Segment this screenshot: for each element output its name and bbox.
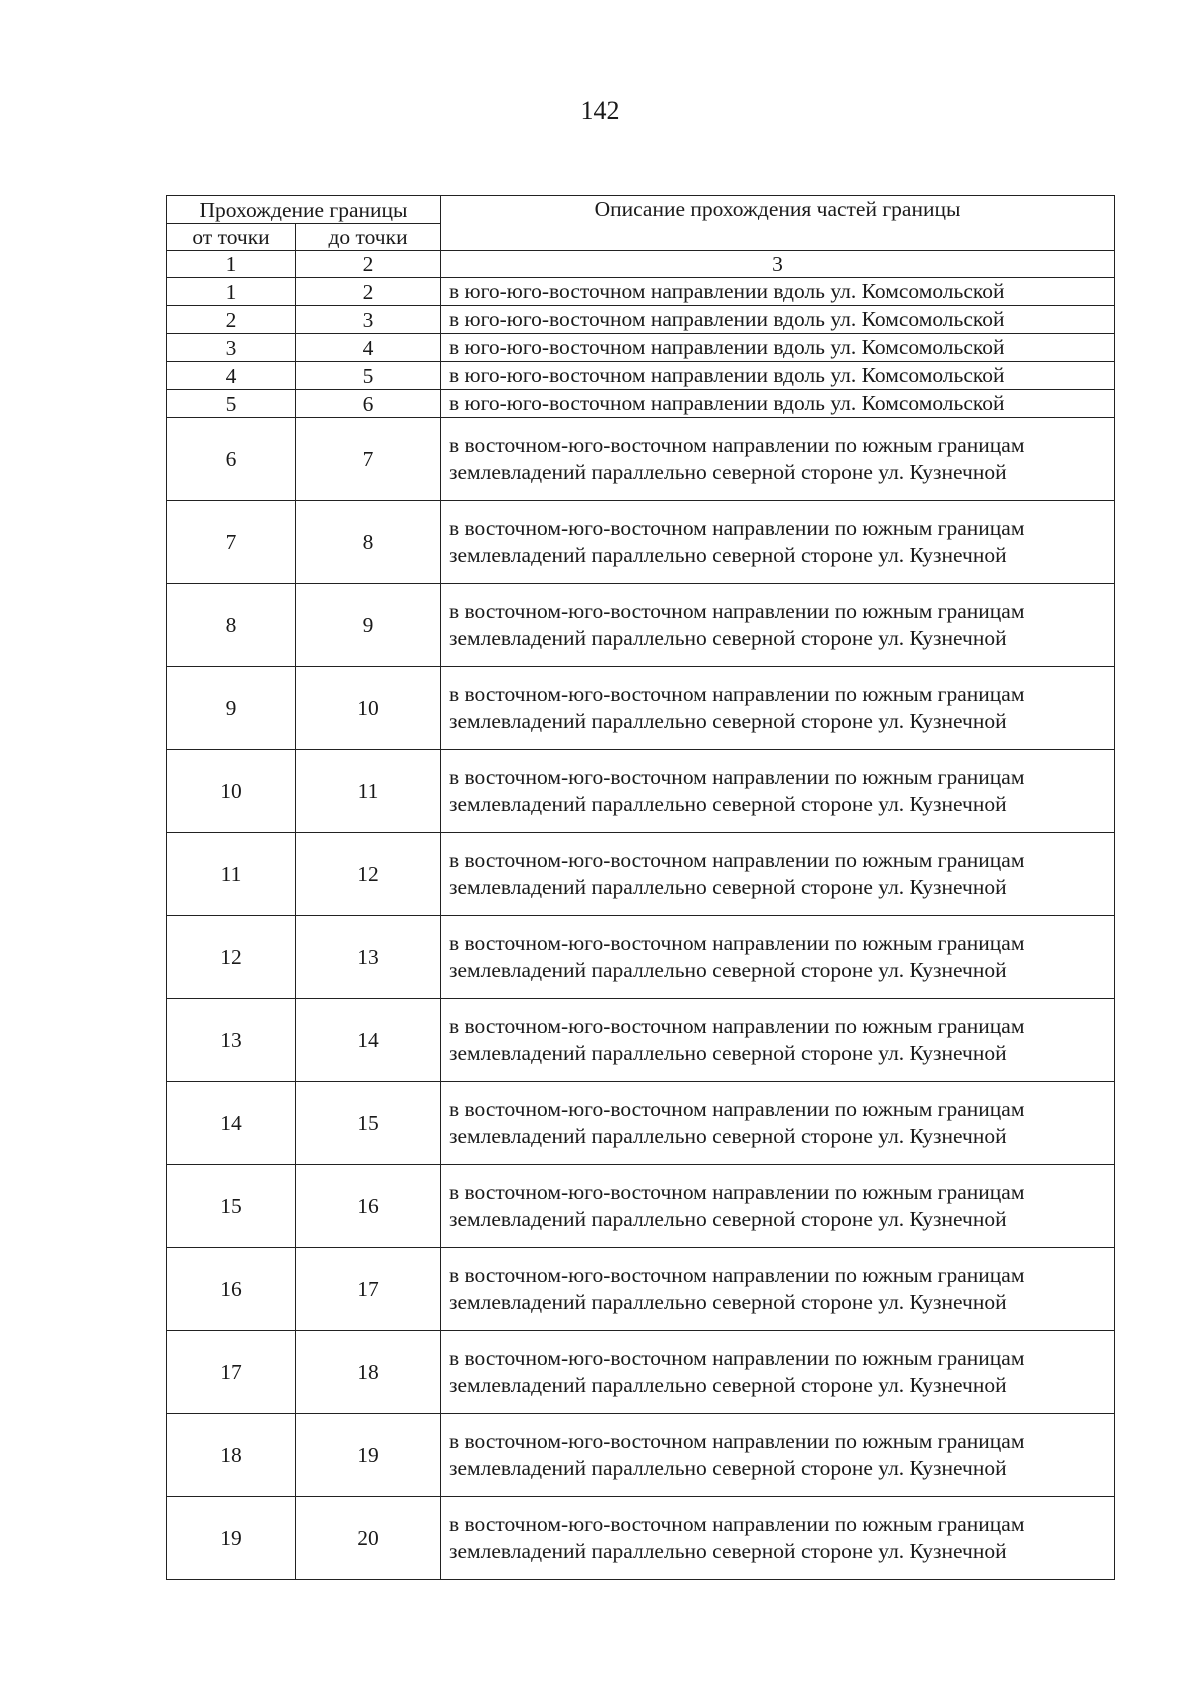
column-number: 1 xyxy=(167,251,296,278)
boundary-description-cell: в восточном-юго-восточном направлении по южным границам землевладений параллельно северной стороне ул. Кузнечной xyxy=(441,1414,1115,1497)
point-to-cell: 17 xyxy=(296,1248,441,1331)
table-row xyxy=(167,667,1115,750)
point-to-cell: 12 xyxy=(296,833,441,916)
boundary-description-cell: в юго-юго-восточном направлении вдоль ул. Комсомольской xyxy=(441,334,1115,362)
point-to-cell: 18 xyxy=(296,1331,441,1414)
table-row xyxy=(167,1331,1115,1414)
boundary-description-cell: в восточном-юго-восточном направлении по южным границам землевладений параллельно северной стороне ул. Кузнечной xyxy=(441,501,1115,584)
table-row xyxy=(167,1165,1115,1248)
point-from-cell: 1 xyxy=(167,278,296,306)
point-to-cell: 15 xyxy=(296,1082,441,1165)
point-from-cell: 8 xyxy=(167,584,296,667)
point-to-cell: 6 xyxy=(296,390,441,418)
table-row xyxy=(167,584,1115,667)
point-from-cell: 5 xyxy=(167,390,296,418)
table-row xyxy=(167,501,1115,584)
point-from-cell: 9 xyxy=(167,667,296,750)
point-from-cell: 11 xyxy=(167,833,296,916)
point-to-cell: 11 xyxy=(296,750,441,833)
boundary-description-cell: в восточном-юго-восточном направлении по южным границам землевладений параллельно северной стороне ул. Кузнечной xyxy=(441,916,1115,999)
header-row xyxy=(167,196,1115,224)
table-row xyxy=(167,390,1115,418)
point-to-cell: 2 xyxy=(296,278,441,306)
column-number: 3 xyxy=(441,251,1115,278)
point-to-cell: 19 xyxy=(296,1414,441,1497)
point-from-cell: 2 xyxy=(167,306,296,334)
point-to-cell: 7 xyxy=(296,418,441,501)
point-to-cell: 8 xyxy=(296,501,441,584)
boundary-description-cell: в восточном-юго-восточном направлении по южным границам землевладений параллельно северной стороне ул. Кузнечной xyxy=(441,999,1115,1082)
boundary-description-cell: в юго-юго-восточном направлении вдоль ул. Комсомольской xyxy=(441,362,1115,390)
point-to-cell: 9 xyxy=(296,584,441,667)
boundary-description-cell: в восточном-юго-восточном направлении по южным границам землевладений параллельно северной стороне ул. Кузнечной xyxy=(441,1497,1115,1580)
table-row xyxy=(167,1497,1115,1580)
point-to-cell: 14 xyxy=(296,999,441,1082)
table-row xyxy=(167,1082,1115,1165)
point-from-cell: 12 xyxy=(167,916,296,999)
table-body xyxy=(167,196,1115,1580)
point-from-cell: 18 xyxy=(167,1414,296,1497)
table-row xyxy=(167,916,1115,999)
table-row xyxy=(167,1248,1115,1331)
table-row xyxy=(167,306,1115,334)
point-from-cell: 6 xyxy=(167,418,296,501)
boundary-description-cell: в юго-юго-восточном направлении вдоль ул. Комсомольской xyxy=(441,390,1115,418)
header-group-label: Прохождение границы xyxy=(167,196,441,224)
point-from-cell: 19 xyxy=(167,1497,296,1580)
boundary-description-cell: в юго-юго-восточном направлении вдоль ул. Комсомольской xyxy=(441,278,1115,306)
point-from-cell: 10 xyxy=(167,750,296,833)
point-from-cell: 16 xyxy=(167,1248,296,1331)
boundary-description-cell: в восточном-юго-восточном направлении по южным границам землевладений параллельно северной стороне ул. Кузнечной xyxy=(441,1082,1115,1165)
header-to-label: до точки xyxy=(296,224,441,251)
column-number: 2 xyxy=(296,251,441,278)
boundary-description-cell: в восточном-юго-восточном направлении по южным границам землевладений параллельно северной стороне ул. Кузнечной xyxy=(441,1248,1115,1331)
point-from-cell: 17 xyxy=(167,1331,296,1414)
point-to-cell: 4 xyxy=(296,334,441,362)
point-from-cell: 13 xyxy=(167,999,296,1082)
point-from-cell: 15 xyxy=(167,1165,296,1248)
column-number-row xyxy=(167,251,1115,278)
point-to-cell: 3 xyxy=(296,306,441,334)
point-from-cell: 4 xyxy=(167,362,296,390)
table-row xyxy=(167,278,1115,306)
boundary-description-cell: в восточном-юго-восточном направлении по южным границам землевладений параллельно северной стороне ул. Кузнечной xyxy=(441,584,1115,667)
table-row xyxy=(167,334,1115,362)
table-row xyxy=(167,999,1115,1082)
point-to-cell: 16 xyxy=(296,1165,441,1248)
table-row xyxy=(167,833,1115,916)
point-from-cell: 7 xyxy=(167,501,296,584)
point-to-cell: 10 xyxy=(296,667,441,750)
boundary-description-cell: в восточном-юго-восточном направлении по южным границам землевладений параллельно северной стороне ул. Кузнечной xyxy=(441,418,1115,501)
point-to-cell: 20 xyxy=(296,1497,441,1580)
boundary-description-cell: в восточном-юго-восточном направлении по южным границам землевладений параллельно северной стороне ул. Кузнечной xyxy=(441,667,1115,750)
page-number: 142 xyxy=(580,96,620,125)
boundary-description-cell: в восточном-юго-восточном направлении по южным границам землевладений параллельно северной стороне ул. Кузнечной xyxy=(441,1165,1115,1248)
header-from-label: от точки xyxy=(167,224,296,251)
boundary-description-cell: в восточном-юго-восточном направлении по южным границам землевладений параллельно северной стороне ул. Кузнечной xyxy=(441,833,1115,916)
boundary-description-cell: в восточном-юго-восточном направлении по южным границам землевладений параллельно северной стороне ул. Кузнечной xyxy=(441,750,1115,833)
point-to-cell: 13 xyxy=(296,916,441,999)
boundary-description-cell: в восточном-юго-восточном направлении по южным границам землевладений параллельно северной стороне ул. Кузнечной xyxy=(441,1331,1115,1414)
point-from-cell: 14 xyxy=(167,1082,296,1165)
boundary-description-cell: в юго-юго-восточном направлении вдоль ул. Комсомольской xyxy=(441,306,1115,334)
point-to-cell: 5 xyxy=(296,362,441,390)
table-row xyxy=(167,750,1115,833)
header-description-label: Описание прохождения частей границы xyxy=(441,196,1115,251)
table-row xyxy=(167,1414,1115,1497)
table-row xyxy=(167,418,1115,501)
point-from-cell: 3 xyxy=(167,334,296,362)
boundary-table xyxy=(166,195,1115,1580)
table-row xyxy=(167,362,1115,390)
